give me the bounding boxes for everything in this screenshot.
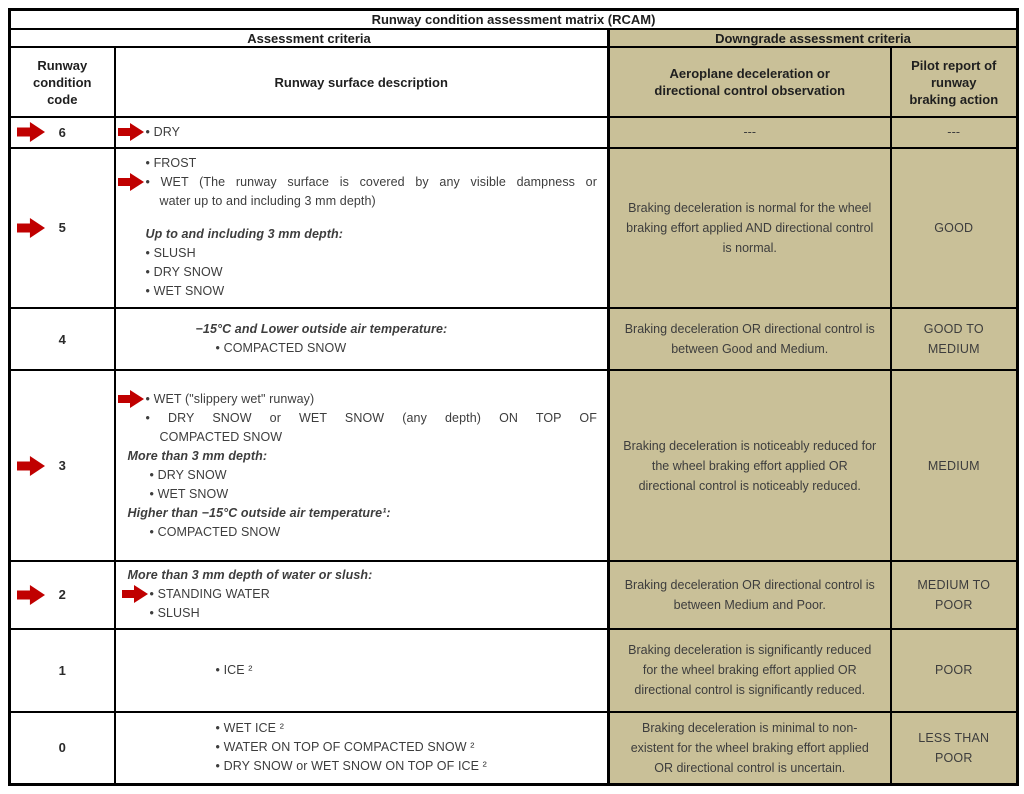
pilot-report-cell: LESS THAN POOR	[891, 712, 1018, 785]
deceleration-observation-cell: Braking deceleration is noticeably reduced for the wheel braking effort applied OR directional control is noticeably reduced.	[609, 370, 891, 560]
runway-condition-code-cell	[10, 712, 115, 785]
pilot-report-cell: POOR	[891, 629, 1018, 712]
description-text: • COMPACTED SNOW	[150, 523, 598, 542]
runway-surface-description-cell	[115, 712, 609, 785]
runway-condition-code-cell	[10, 308, 115, 370]
description-bullet	[216, 738, 598, 757]
description-text: • DRY SNOW	[146, 263, 598, 282]
red-arrow-icon	[118, 123, 144, 141]
pilot-report-cell: GOOD	[891, 148, 1018, 308]
description-bullet	[146, 154, 598, 173]
description-text-continuation: water up to and including 3 mm depth)	[159, 194, 376, 209]
runway-surface-description-cell	[115, 117, 609, 148]
description-text: • WET SNOW	[150, 485, 598, 504]
title-row	[10, 10, 1018, 30]
description-bullet	[146, 123, 598, 142]
description-text: • WET ICE ²	[216, 719, 598, 738]
group-header-row	[10, 29, 1018, 47]
col-header-runway-condition-code: Runway condition code	[10, 47, 115, 117]
runway-condition-code-value: 5	[58, 220, 66, 236]
assessment-criteria-header: Assessment criteria	[10, 29, 609, 47]
description-bullet	[146, 390, 598, 409]
runway-condition-code-value: 0	[58, 740, 66, 756]
description-heading	[196, 320, 598, 339]
description-bullet	[150, 604, 598, 623]
description-text: More than 3 mm depth of water or slush:	[127, 568, 373, 583]
runway-condition-code-cell	[10, 629, 115, 712]
pilot-report-cell: GOOD TO MEDIUM	[891, 308, 1018, 370]
description-bullet	[146, 244, 598, 263]
runway-condition-code-cell	[10, 370, 115, 560]
rcam-row-code-1	[10, 629, 1018, 712]
description-text: • DRY	[146, 123, 598, 142]
runway-condition-code-cell	[10, 148, 115, 308]
rcam-row-code-0	[10, 712, 1018, 785]
column-header-row	[10, 47, 1018, 117]
description-heading	[128, 566, 598, 585]
pilot-report-cell: MEDIUM TO POOR	[891, 561, 1018, 629]
description-text: • DRY SNOW	[150, 466, 598, 485]
red-arrow-icon	[17, 218, 45, 238]
description-bullet	[146, 263, 598, 282]
description-bullet	[216, 719, 598, 738]
deceleration-observation-cell: ---	[609, 117, 891, 148]
description-text: More than 3 mm depth:	[127, 448, 268, 463]
red-arrow-icon	[122, 585, 148, 603]
red-arrow-icon	[118, 173, 144, 191]
description-text: • FROST	[146, 154, 598, 173]
description-text: • COMPACTED SNOW	[216, 339, 598, 358]
description-text: • WET SNOW	[146, 282, 598, 301]
description-heading	[128, 504, 598, 523]
description-bullet	[216, 661, 598, 680]
description-text: • WATER ON TOP OF COMPACTED SNOW ²	[216, 738, 598, 757]
rcam-row-code-4	[10, 308, 1018, 370]
rcam-row-code-5	[10, 148, 1018, 308]
runway-condition-code-cell	[10, 117, 115, 148]
rcam-row-code-3	[10, 370, 1018, 560]
description-text: • DRY SNOW or WET SNOW (any depth) ON TOP OF	[146, 409, 598, 428]
rcam-row-code-6	[10, 117, 1018, 148]
description-text: • SLUSH	[146, 244, 598, 263]
rcam-row-code-2	[10, 561, 1018, 629]
spacer	[116, 211, 598, 225]
deceleration-observation-cell: Braking deceleration is significantly reduced for the wheel braking effort applied OR directional control is significantly reduced.	[609, 629, 891, 712]
description-heading	[128, 447, 598, 466]
runway-condition-code-value: 6	[58, 124, 66, 140]
red-arrow-icon	[17, 122, 45, 142]
pilot-report-cell: MEDIUM	[891, 370, 1018, 560]
deceleration-observation-cell: Braking deceleration is minimal to non-existent for the wheel braking effort applied OR directional control is uncertain.	[609, 712, 891, 785]
description-bullet	[146, 173, 598, 211]
runway-surface-description-cell	[115, 370, 609, 560]
description-bullet	[216, 757, 598, 776]
col-header-deceleration-observation: Aeroplane deceleration or directional control observation	[609, 47, 891, 117]
red-arrow-icon	[17, 456, 45, 476]
runway-surface-description-cell	[115, 148, 609, 308]
downgrade-criteria-header: Downgrade assessment criteria	[609, 29, 1018, 47]
deceleration-observation-cell: Braking deceleration is normal for the wheel braking effort applied AND directional control is normal.	[609, 148, 891, 308]
runway-condition-code-value: 4	[58, 331, 66, 347]
deceleration-observation-cell: Braking deceleration OR directional control is between Good and Medium.	[609, 308, 891, 370]
runway-condition-code-cell	[10, 561, 115, 629]
col-header-runway-surface-description: Runway surface description	[115, 47, 609, 117]
red-arrow-icon	[118, 390, 144, 408]
runway-surface-description-cell	[115, 308, 609, 370]
col-header-pilot-report: Pilot report of runway braking action	[891, 47, 1018, 117]
runway-condition-code-value: 2	[58, 587, 66, 603]
runway-surface-description-cell	[115, 561, 609, 629]
rcam-table	[8, 8, 1019, 786]
pilot-report-cell: ---	[891, 117, 1018, 148]
table-title: Runway condition assessment matrix (RCAM)	[10, 10, 1018, 30]
description-bullet	[146, 282, 598, 301]
description-text: • WET (The runway surface is covered by any visible dampness or	[146, 173, 598, 192]
description-text-continuation: COMPACTED SNOW	[159, 429, 283, 444]
description-text: • STANDING WATER	[150, 585, 598, 604]
description-text: −15°C and Lower outside air temperature:	[195, 322, 448, 337]
description-text: Higher than −15°C outside air temperature¹:	[127, 505, 391, 520]
red-arrow-icon	[17, 585, 45, 605]
runway-condition-code-value: 1	[58, 662, 66, 678]
description-bullet	[146, 409, 598, 447]
runway-condition-code-value: 3	[58, 458, 66, 474]
description-bullet	[150, 466, 598, 485]
description-bullet	[216, 339, 598, 358]
deceleration-observation-cell: Braking deceleration OR directional control is between Medium and Poor.	[609, 561, 891, 629]
description-bullet	[150, 485, 598, 504]
description-text: • WET ("slippery wet" runway)	[146, 390, 598, 409]
description-bullet	[150, 523, 598, 542]
description-text: • ICE ²	[216, 661, 598, 680]
description-text: • SLUSH	[150, 604, 598, 623]
description-text: • DRY SNOW or WET SNOW ON TOP OF ICE ²	[216, 757, 598, 776]
description-text: Up to and including 3 mm depth:	[145, 227, 344, 242]
description-heading	[146, 225, 598, 244]
runway-surface-description-cell	[115, 629, 609, 712]
description-bullet	[150, 585, 598, 604]
